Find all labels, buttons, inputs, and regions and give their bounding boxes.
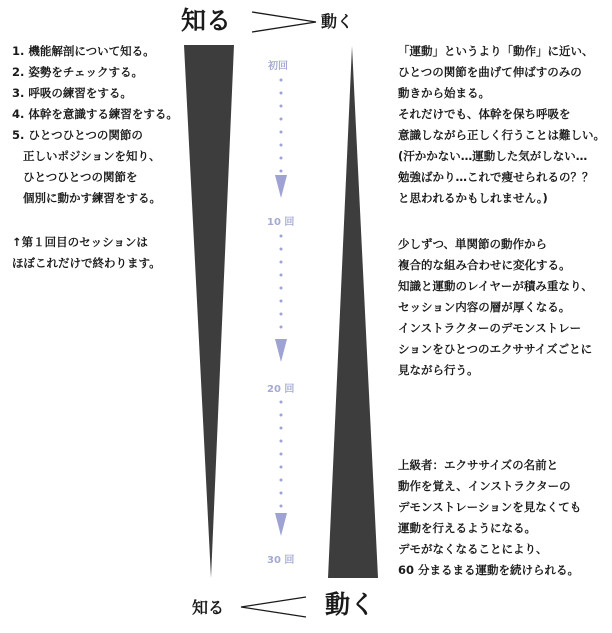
progression-dot <box>280 170 283 173</box>
progression-dot <box>280 105 283 108</box>
session-label: 30 回 <box>267 555 295 566</box>
progression-dot <box>280 427 283 430</box>
moving-wedge <box>328 46 378 578</box>
progression-dot <box>280 466 283 469</box>
arrowhead-icon <box>275 513 287 536</box>
text-line: と思われるかもしれません。) <box>398 191 548 205</box>
text-line: 動作を覚え、インストラクターの <box>398 479 571 493</box>
progression-dot <box>280 92 283 95</box>
arrowhead-icon <box>275 339 287 362</box>
text-line: セッション内容の層が厚くなる。 <box>398 300 571 314</box>
progression-dot <box>280 326 283 329</box>
session-label: 20 回 <box>267 384 295 395</box>
note-line: ほぼこれだけで終わります。 <box>12 256 161 270</box>
progression-dot <box>280 248 283 251</box>
session-label: 10 回 <box>267 217 295 228</box>
progression-dot <box>280 440 283 443</box>
progression-dot <box>280 144 283 147</box>
text-line: 知識と運動のレイヤーが積み重なり、 <box>398 279 593 293</box>
session-label: 初回 <box>268 61 288 72</box>
progression-dot <box>280 79 283 82</box>
step-item: 5. ひとつひとつの関節の <box>12 128 143 142</box>
text-line: デモがなくなることにより、 <box>398 542 548 556</box>
text-line: 上級者：エクササイズの名前と <box>398 458 559 472</box>
text-line: 意識しながら正しく行うことは難しい。 <box>398 128 605 142</box>
progression-dot <box>280 479 283 482</box>
progression-dot <box>280 235 283 238</box>
stage-intermediate-text <box>398 234 593 381</box>
text-line: それだけでも、体幹を保ち呼吸を <box>398 107 571 121</box>
top-move-label: 動く <box>321 12 354 31</box>
progression-dot <box>280 401 283 404</box>
step-item: 個別に動かす練習をする。 <box>23 191 161 205</box>
progression-dot <box>280 505 283 508</box>
bottom-less-than-icon <box>241 597 306 617</box>
progression-dot <box>280 157 283 160</box>
text-line: 動きから始まる。 <box>398 86 490 100</box>
step-item: ひとつひとつの関節を <box>23 170 138 184</box>
text-line: (汗かかない…運動した気がしない… <box>398 149 588 163</box>
text-line: ションをひとつのエクササイズごとに <box>398 342 593 356</box>
top-know-label: 知る <box>181 6 232 35</box>
bottom-move-label: 動く <box>325 590 376 619</box>
arrowhead-icon <box>275 175 287 198</box>
progression-dot <box>280 453 283 456</box>
progression-dot <box>280 300 283 303</box>
progression-dot <box>280 118 283 121</box>
text-line: 60 分まるまる運動を続けられる。 <box>398 563 580 577</box>
top-greater-than-icon <box>252 12 316 32</box>
text-line: デモンストレーションを見なくても <box>398 500 582 514</box>
stage-beginner-text <box>398 41 605 209</box>
stage-advanced-text <box>398 455 581 581</box>
progression-dot <box>280 313 283 316</box>
step-item: 3. 呼吸の練習をする。 <box>12 86 132 100</box>
progression-dot <box>280 274 283 277</box>
text-line: 運動を行えるようになる。 <box>398 521 536 535</box>
progression-dot <box>280 492 283 495</box>
progression-dot <box>280 414 283 417</box>
progression-dot <box>280 131 283 134</box>
text-line: 「運動」というより「動作」に近い、 <box>398 44 594 58</box>
step-item: 1. 機能解剖について知る。 <box>12 44 155 58</box>
step-item: 2. 姿勢をチェックする。 <box>12 65 144 79</box>
progression-dot <box>280 261 283 264</box>
step-item: 4. 体幹を意識する練習をする。 <box>12 107 178 121</box>
text-line: 少しずつ、単関節の動作から <box>398 237 548 251</box>
knowing-wedge <box>184 45 234 578</box>
text-line: 勉強ばかり…これで痩せられるの？？ <box>398 170 594 184</box>
bottom-know-label: 知る <box>192 598 225 617</box>
steps-list <box>12 41 178 209</box>
first-session-note <box>12 232 161 274</box>
text-line: 複合的な組み合わせに変化する。 <box>398 258 571 272</box>
text-line: 見ながら行う。 <box>398 363 479 377</box>
text-line: ひとつの関節を曲げて伸ばすのみの <box>398 65 582 79</box>
progression-dots <box>280 79 283 508</box>
note-line: ↑第１回目のセッションは <box>12 235 148 249</box>
step-item: 正しいポジションを知り、 <box>23 149 161 163</box>
progression-dot <box>280 287 283 290</box>
text-line: インストラクターのデモンストレー <box>398 321 582 335</box>
